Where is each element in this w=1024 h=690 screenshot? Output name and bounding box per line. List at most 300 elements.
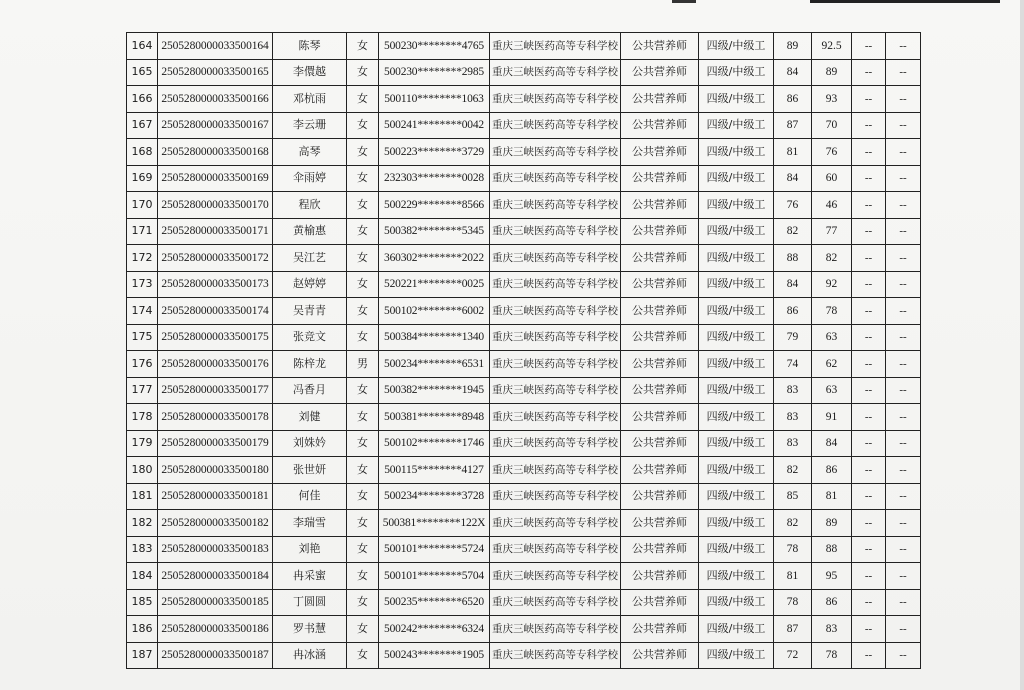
score-extra1-cell: -- [852,483,886,510]
id-number-cell: 500115********4127 [379,457,490,484]
certificate-number-cell: 2505280000033500166 [158,86,273,113]
occupation-cell: 公共营养师 [621,139,699,166]
occupation-cell: 公共营养师 [621,536,699,563]
level-cell: 四级/中级工 [699,245,774,272]
id-number-cell: 500102********1746 [379,430,490,457]
certificate-number-cell: 2505280000033500171 [158,218,273,245]
level-cell: 四级/中级工 [699,86,774,113]
name-cell: 李云珊 [273,112,347,139]
score-extra1-cell: -- [852,642,886,669]
id-number-cell: 500381********122X [379,510,490,537]
certificate-number-cell: 2505280000033500178 [158,404,273,431]
gender-cell: 女 [347,457,379,484]
score-skill-cell: 63 [812,377,852,404]
score-skill-cell: 77 [812,218,852,245]
score-extra1-cell: -- [852,616,886,643]
gender-cell: 女 [347,192,379,219]
occupation-cell: 公共营养师 [621,563,699,590]
score-extra2-cell: -- [886,33,921,60]
table-row [127,616,921,643]
score-extra2-cell: -- [886,430,921,457]
score-extra2-cell: -- [886,59,921,86]
school-cell: 重庆三峡医药高等专科学校 [490,642,621,669]
gender-cell: 女 [347,271,379,298]
id-number-cell: 500229********8566 [379,192,490,219]
occupation-cell: 公共营养师 [621,616,699,643]
occupation-cell: 公共营养师 [621,377,699,404]
score-extra1-cell: -- [852,86,886,113]
school-cell: 重庆三峡医药高等专科学校 [490,563,621,590]
occupation-cell: 公共营养师 [621,430,699,457]
gender-cell: 女 [347,483,379,510]
score-theory-cell: 84 [774,271,812,298]
level-cell: 四级/中级工 [699,139,774,166]
sequence-cell: 173 [127,271,158,298]
score-theory-cell: 78 [774,589,812,616]
sequence-cell: 177 [127,377,158,404]
id-number-cell: 360302********2022 [379,245,490,272]
level-cell: 四级/中级工 [699,351,774,378]
school-cell: 重庆三峡医药高等专科学校 [490,510,621,537]
score-extra1-cell: -- [852,139,886,166]
occupation-cell: 公共营养师 [621,218,699,245]
certificate-number-cell: 2505280000033500172 [158,245,273,272]
score-extra1-cell: -- [852,218,886,245]
id-number-cell: 500241********0042 [379,112,490,139]
score-theory-cell: 81 [774,139,812,166]
sequence-cell: 169 [127,165,158,192]
occupation-cell: 公共营养师 [621,245,699,272]
name-cell: 罗书慧 [273,616,347,643]
occupation-cell: 公共营养师 [621,86,699,113]
name-cell: 丁圆圆 [273,589,347,616]
level-cell: 四级/中级工 [699,589,774,616]
score-extra2-cell: -- [886,404,921,431]
school-cell: 重庆三峡医药高等专科学校 [490,192,621,219]
table-row [127,430,921,457]
gender-cell: 女 [347,112,379,139]
level-cell: 四级/中级工 [699,165,774,192]
score-skill-cell: 63 [812,324,852,351]
score-skill-cell: 91 [812,404,852,431]
score-theory-cell: 87 [774,112,812,139]
occupation-cell: 公共营养师 [621,112,699,139]
level-cell: 四级/中级工 [699,192,774,219]
level-cell: 四级/中级工 [699,324,774,351]
school-cell: 重庆三峡医药高等专科学校 [490,139,621,166]
score-extra2-cell: -- [886,351,921,378]
occupation-cell: 公共营养师 [621,589,699,616]
score-theory-cell: 88 [774,245,812,272]
table-row [127,59,921,86]
occupation-cell: 公共营养师 [621,192,699,219]
school-cell: 重庆三峡医药高等专科学校 [490,430,621,457]
score-theory-cell: 87 [774,616,812,643]
id-number-cell: 500243********1905 [379,642,490,669]
table-row [127,33,921,60]
results-table [126,32,921,669]
score-theory-cell: 86 [774,86,812,113]
table-row [127,245,921,272]
level-cell: 四级/中级工 [699,33,774,60]
score-skill-cell: 81 [812,483,852,510]
school-cell: 重庆三峡医药高等专科学校 [490,616,621,643]
school-cell: 重庆三峡医药高等专科学校 [490,377,621,404]
sequence-cell: 175 [127,324,158,351]
score-skill-cell: 70 [812,112,852,139]
id-number-cell: 500110********1063 [379,86,490,113]
occupation-cell: 公共营养师 [621,510,699,537]
score-skill-cell: 60 [812,165,852,192]
score-skill-cell: 86 [812,589,852,616]
sequence-cell: 183 [127,536,158,563]
name-cell: 张世妍 [273,457,347,484]
school-cell: 重庆三峡医药高等专科学校 [490,33,621,60]
level-cell: 四级/中级工 [699,430,774,457]
school-cell: 重庆三峡医药高等专科学校 [490,271,621,298]
score-theory-cell: 83 [774,377,812,404]
gender-cell: 女 [347,245,379,272]
school-cell: 重庆三峡医药高等专科学校 [490,589,621,616]
occupation-cell: 公共营养师 [621,298,699,325]
level-cell: 四级/中级工 [699,404,774,431]
sequence-cell: 182 [127,510,158,537]
score-theory-cell: 76 [774,192,812,219]
score-skill-cell: 93 [812,86,852,113]
school-cell: 重庆三峡医药高等专科学校 [490,112,621,139]
gender-cell: 女 [347,510,379,537]
school-cell: 重庆三峡医药高等专科学校 [490,165,621,192]
occupation-cell: 公共营养师 [621,59,699,86]
level-cell: 四级/中级工 [699,457,774,484]
level-cell: 四级/中级工 [699,563,774,590]
occupation-cell: 公共营养师 [621,483,699,510]
score-extra2-cell: -- [886,324,921,351]
school-cell: 重庆三峡医药高等专科学校 [490,86,621,113]
table-row [127,457,921,484]
score-theory-cell: 79 [774,324,812,351]
certificate-number-cell: 2505280000033500183 [158,536,273,563]
occupation-cell: 公共营养师 [621,642,699,669]
sequence-cell: 185 [127,589,158,616]
table-row [127,112,921,139]
id-number-cell: 520221********0025 [379,271,490,298]
table-row [127,404,921,431]
school-cell: 重庆三峡医药高等专科学校 [490,59,621,86]
score-theory-cell: 84 [774,165,812,192]
score-skill-cell: 88 [812,536,852,563]
name-cell: 赵婷婷 [273,271,347,298]
certificate-number-cell: 2505280000033500174 [158,298,273,325]
school-cell: 重庆三峡医药高等专科学校 [490,218,621,245]
score-extra1-cell: -- [852,351,886,378]
table-row [127,165,921,192]
sequence-cell: 170 [127,192,158,219]
certificate-number-cell: 2505280000033500170 [158,192,273,219]
gender-cell: 女 [347,298,379,325]
name-cell: 冉冰涵 [273,642,347,669]
gender-cell: 女 [347,33,379,60]
name-cell: 冉采蜜 [273,563,347,590]
score-theory-cell: 78 [774,536,812,563]
id-number-cell: 500242********6324 [379,616,490,643]
table-row [127,589,921,616]
id-number-cell: 500382********5345 [379,218,490,245]
gender-cell: 女 [347,536,379,563]
gender-cell: 女 [347,59,379,86]
certificate-number-cell: 2505280000033500168 [158,139,273,166]
score-extra2-cell: -- [886,271,921,298]
table-body [127,33,921,669]
scan-edge-mark [672,0,696,3]
score-extra1-cell: -- [852,192,886,219]
certificate-number-cell: 2505280000033500181 [158,483,273,510]
score-extra1-cell: -- [852,33,886,60]
name-cell: 李儇越 [273,59,347,86]
id-number-cell: 500381********8948 [379,404,490,431]
score-theory-cell: 72 [774,642,812,669]
id-number-cell: 500234********3728 [379,483,490,510]
level-cell: 四级/中级工 [699,616,774,643]
score-extra2-cell: -- [886,245,921,272]
certificate-number-cell: 2505280000033500176 [158,351,273,378]
gender-cell: 女 [347,139,379,166]
score-extra1-cell: -- [852,457,886,484]
id-number-cell: 500101********5704 [379,563,490,590]
score-extra2-cell: -- [886,377,921,404]
score-extra2-cell: -- [886,483,921,510]
score-skill-cell: 95 [812,563,852,590]
score-extra2-cell: -- [886,192,921,219]
name-cell: 刘健 [273,404,347,431]
sequence-cell: 164 [127,33,158,60]
score-extra2-cell: -- [886,510,921,537]
level-cell: 四级/中级工 [699,112,774,139]
score-theory-cell: 82 [774,510,812,537]
school-cell: 重庆三峡医药高等专科学校 [490,324,621,351]
score-skill-cell: 89 [812,59,852,86]
school-cell: 重庆三峡医药高等专科学校 [490,404,621,431]
score-skill-cell: 78 [812,298,852,325]
certificate-number-cell: 2505280000033500169 [158,165,273,192]
gender-cell: 女 [347,86,379,113]
table-row [127,483,921,510]
sequence-cell: 171 [127,218,158,245]
certificate-number-cell: 2505280000033500173 [158,271,273,298]
occupation-cell: 公共营养师 [621,457,699,484]
occupation-cell: 公共营养师 [621,33,699,60]
sequence-cell: 180 [127,457,158,484]
id-number-cell: 500382********1945 [379,377,490,404]
name-cell: 冯香月 [273,377,347,404]
gender-cell: 女 [347,165,379,192]
score-extra1-cell: -- [852,165,886,192]
name-cell: 高琴 [273,139,347,166]
scan-edge-mark [810,0,1000,3]
id-number-cell: 232303********0028 [379,165,490,192]
certificate-number-cell: 2505280000033500187 [158,642,273,669]
id-number-cell: 500102********6002 [379,298,490,325]
certificate-number-cell: 2505280000033500182 [158,510,273,537]
score-extra1-cell: -- [852,510,886,537]
score-extra2-cell: -- [886,86,921,113]
certificate-number-cell: 2505280000033500164 [158,33,273,60]
score-skill-cell: 62 [812,351,852,378]
level-cell: 四级/中级工 [699,642,774,669]
name-cell: 吴青青 [273,298,347,325]
sequence-cell: 165 [127,59,158,86]
id-number-cell: 500223********3729 [379,139,490,166]
school-cell: 重庆三峡医药高等专科学校 [490,351,621,378]
name-cell: 何佳 [273,483,347,510]
score-skill-cell: 92.5 [812,33,852,60]
score-extra1-cell: -- [852,59,886,86]
certificate-number-cell: 2505280000033500185 [158,589,273,616]
table-row [127,324,921,351]
score-theory-cell: 85 [774,483,812,510]
sequence-cell: 176 [127,351,158,378]
certificate-number-cell: 2505280000033500175 [158,324,273,351]
score-theory-cell: 83 [774,430,812,457]
gender-cell: 女 [347,324,379,351]
score-extra1-cell: -- [852,536,886,563]
score-skill-cell: 92 [812,271,852,298]
score-theory-cell: 86 [774,298,812,325]
name-cell: 陈梓龙 [273,351,347,378]
table-row [127,139,921,166]
gender-cell: 女 [347,563,379,590]
gender-cell: 女 [347,404,379,431]
name-cell: 黄榆惠 [273,218,347,245]
score-extra1-cell: -- [852,430,886,457]
certificate-number-cell: 2505280000033500179 [158,430,273,457]
score-extra2-cell: -- [886,536,921,563]
certificate-number-cell: 2505280000033500167 [158,112,273,139]
school-cell: 重庆三峡医药高等专科学校 [490,536,621,563]
sequence-cell: 168 [127,139,158,166]
scan-edge-shadow [1020,0,1024,690]
score-skill-cell: 78 [812,642,852,669]
gender-cell: 女 [347,218,379,245]
sequence-cell: 167 [127,112,158,139]
level-cell: 四级/中级工 [699,483,774,510]
certificate-number-cell: 2505280000033500180 [158,457,273,484]
gender-cell: 女 [347,377,379,404]
table-row [127,218,921,245]
score-extra1-cell: -- [852,563,886,590]
score-extra1-cell: -- [852,589,886,616]
level-cell: 四级/中级工 [699,59,774,86]
name-cell: 张竞文 [273,324,347,351]
id-number-cell: 500234********6531 [379,351,490,378]
score-theory-cell: 82 [774,218,812,245]
score-extra2-cell: -- [886,139,921,166]
table-row [127,563,921,590]
name-cell: 陈琴 [273,33,347,60]
level-cell: 四级/中级工 [699,510,774,537]
certificate-number-cell: 2505280000033500184 [158,563,273,590]
score-theory-cell: 74 [774,351,812,378]
level-cell: 四级/中级工 [699,377,774,404]
score-theory-cell: 83 [774,404,812,431]
score-skill-cell: 83 [812,616,852,643]
id-number-cell: 500230********2985 [379,59,490,86]
score-skill-cell: 76 [812,139,852,166]
school-cell: 重庆三峡医药高等专科学校 [490,245,621,272]
occupation-cell: 公共营养师 [621,324,699,351]
table-row [127,298,921,325]
sequence-cell: 174 [127,298,158,325]
table-row [127,192,921,219]
sequence-cell: 184 [127,563,158,590]
score-extra1-cell: -- [852,404,886,431]
score-extra2-cell: -- [886,298,921,325]
id-number-cell: 500101********5724 [379,536,490,563]
score-skill-cell: 84 [812,430,852,457]
occupation-cell: 公共营养师 [621,271,699,298]
school-cell: 重庆三峡医药高等专科学校 [490,483,621,510]
score-extra1-cell: -- [852,298,886,325]
table-row [127,510,921,537]
name-cell: 伞雨婷 [273,165,347,192]
name-cell: 李瑞雪 [273,510,347,537]
table-row [127,536,921,563]
score-extra2-cell: -- [886,642,921,669]
school-cell: 重庆三峡医药高等专科学校 [490,457,621,484]
level-cell: 四级/中级工 [699,271,774,298]
certificate-number-cell: 2505280000033500186 [158,616,273,643]
level-cell: 四级/中级工 [699,298,774,325]
table-row [127,377,921,404]
score-theory-cell: 81 [774,563,812,590]
table-row [127,642,921,669]
score-skill-cell: 46 [812,192,852,219]
score-extra1-cell: -- [852,245,886,272]
table-row [127,351,921,378]
gender-cell: 女 [347,430,379,457]
score-theory-cell: 84 [774,59,812,86]
score-extra1-cell: -- [852,324,886,351]
occupation-cell: 公共营养师 [621,404,699,431]
name-cell: 程欣 [273,192,347,219]
gender-cell: 女 [347,589,379,616]
gender-cell: 女 [347,642,379,669]
sequence-cell: 172 [127,245,158,272]
table-row [127,271,921,298]
id-number-cell: 500384********1340 [379,324,490,351]
score-extra2-cell: -- [886,589,921,616]
score-theory-cell: 82 [774,457,812,484]
id-number-cell: 500230********4765 [379,33,490,60]
sequence-cell: 178 [127,404,158,431]
table-row [127,86,921,113]
score-extra1-cell: -- [852,112,886,139]
score-extra2-cell: -- [886,218,921,245]
score-extra2-cell: -- [886,563,921,590]
score-extra1-cell: -- [852,377,886,404]
level-cell: 四级/中级工 [699,536,774,563]
id-number-cell: 500235********6520 [379,589,490,616]
score-skill-cell: 82 [812,245,852,272]
certificate-number-cell: 2505280000033500177 [158,377,273,404]
gender-cell: 女 [347,616,379,643]
score-skill-cell: 89 [812,510,852,537]
score-extra1-cell: -- [852,271,886,298]
school-cell: 重庆三峡医药高等专科学校 [490,298,621,325]
score-extra2-cell: -- [886,165,921,192]
name-cell: 吴江艺 [273,245,347,272]
certificate-number-cell: 2505280000033500165 [158,59,273,86]
